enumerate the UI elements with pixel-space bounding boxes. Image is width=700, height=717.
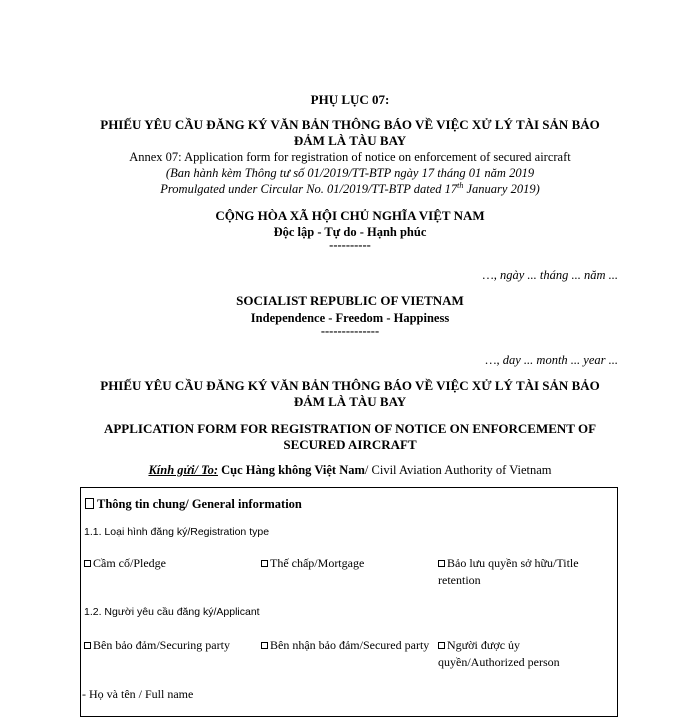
checkbox-icon[interactable] — [261, 642, 268, 649]
form-title-en-line1: APPLICATION FORM FOR REGISTRATION OF NOTICE ON ENFORCEMENT OF — [103, 421, 597, 436]
national-motto-en: Independence - Freedom - Happiness — [250, 311, 450, 325]
issued-note-vi: (Ban hành kèm Thông tư số 01/2019/TT-BTP ngày 17 tháng 01 năm 2019 — [165, 166, 535, 180]
annex-title-vi-line2: ĐẢM LÀ TÀU BAY — [293, 133, 407, 148]
addressee-name-vi: Cục Hàng không Việt Nam — [221, 463, 365, 477]
addressee — [80, 463, 620, 478]
form-title-vi-line1: PHIẾU YÊU CẦU ĐĂNG KÝ VĂN BẢN THÔNG BÁO VỀ VIỆC XỬ LÝ TÀI SẢN BẢO — [100, 378, 600, 393]
section-heading: Thông tin chung/ General information — [85, 497, 302, 512]
registration-type-label: 1.1. Loại hình đăng ký/Registration type — [84, 526, 270, 538]
checkbox-icon[interactable] — [261, 560, 268, 567]
option-title-retention[interactable]: Bảo lưu quyền sở hữu/Title retention — [438, 556, 579, 587]
checkbox-icon[interactable] — [84, 560, 91, 567]
divider-vi: ---------- — [329, 238, 371, 252]
annex-title-vi-line1: PHIẾU YÊU CẦU ĐĂNG KÝ VĂN BẢN THÔNG BÁO VỀ VIỆC XỬ LÝ TÀI SẢN BẢO — [100, 117, 600, 132]
general-info-box — [80, 487, 618, 717]
form-title-en-line2: SECURED AIRCRAFT — [283, 437, 417, 452]
option-secured-party[interactable]: Bên nhận bảo đảm/Secured party — [261, 637, 431, 654]
divider-en: -------------- — [320, 324, 380, 338]
option-mortgage[interactable]: Thế chấp/Mortgage — [261, 556, 364, 571]
annex-title-en: Annex 07: Application form for registration of notice on enforcement of secured aircraft — [129, 150, 571, 164]
addressee-label: Kính gửi/ To: — [148, 463, 218, 477]
date-line-vi: …, ngày ... tháng ... năm ... — [482, 268, 618, 282]
checkbox-icon[interactable] — [84, 642, 91, 649]
national-name-en: SOCIALIST REPUBLIC OF VIETNAM — [236, 293, 464, 308]
checkbox-icon[interactable] — [438, 642, 445, 649]
ordinal-suffix: th — [457, 180, 464, 190]
issued-note-en: Promulgated under Circular No. 01/2019/TT-BTP dated 17th January 2019) — [160, 180, 540, 196]
option-securing-party[interactable]: Bên bảo đảm/Securing party — [84, 638, 230, 653]
annex-heading-vi: PHỤ LỤC 07: — [310, 92, 390, 107]
applicant-label: 1.2. Người yêu cầu đăng ký/Applicant — [84, 606, 260, 618]
fullname-label: - Họ và tên / Full name — [82, 687, 194, 701]
checkbox-icon[interactable] — [438, 560, 445, 567]
form-title-vi-line2: ĐẢM LÀ TÀU BAY — [293, 394, 407, 409]
option-authorized-person[interactable]: Người được ủy quyền/Authorized person — [438, 638, 560, 669]
national-name-vi: CỘNG HÒA XÃ HỘI CHỦ NGHĨA VIỆT NAM — [215, 208, 485, 223]
date-line-en: …, day ... month ... year ... — [485, 353, 618, 367]
national-motto-vi: Độc lập - Tự do - Hạnh phúc — [273, 225, 427, 239]
option-pledge[interactable]: Cầm cố/Pledge — [84, 556, 166, 571]
section-checkbox-icon[interactable] — [85, 498, 94, 509]
addressee-name-en: / Civil Aviation Authority of Vietnam — [364, 463, 552, 477]
